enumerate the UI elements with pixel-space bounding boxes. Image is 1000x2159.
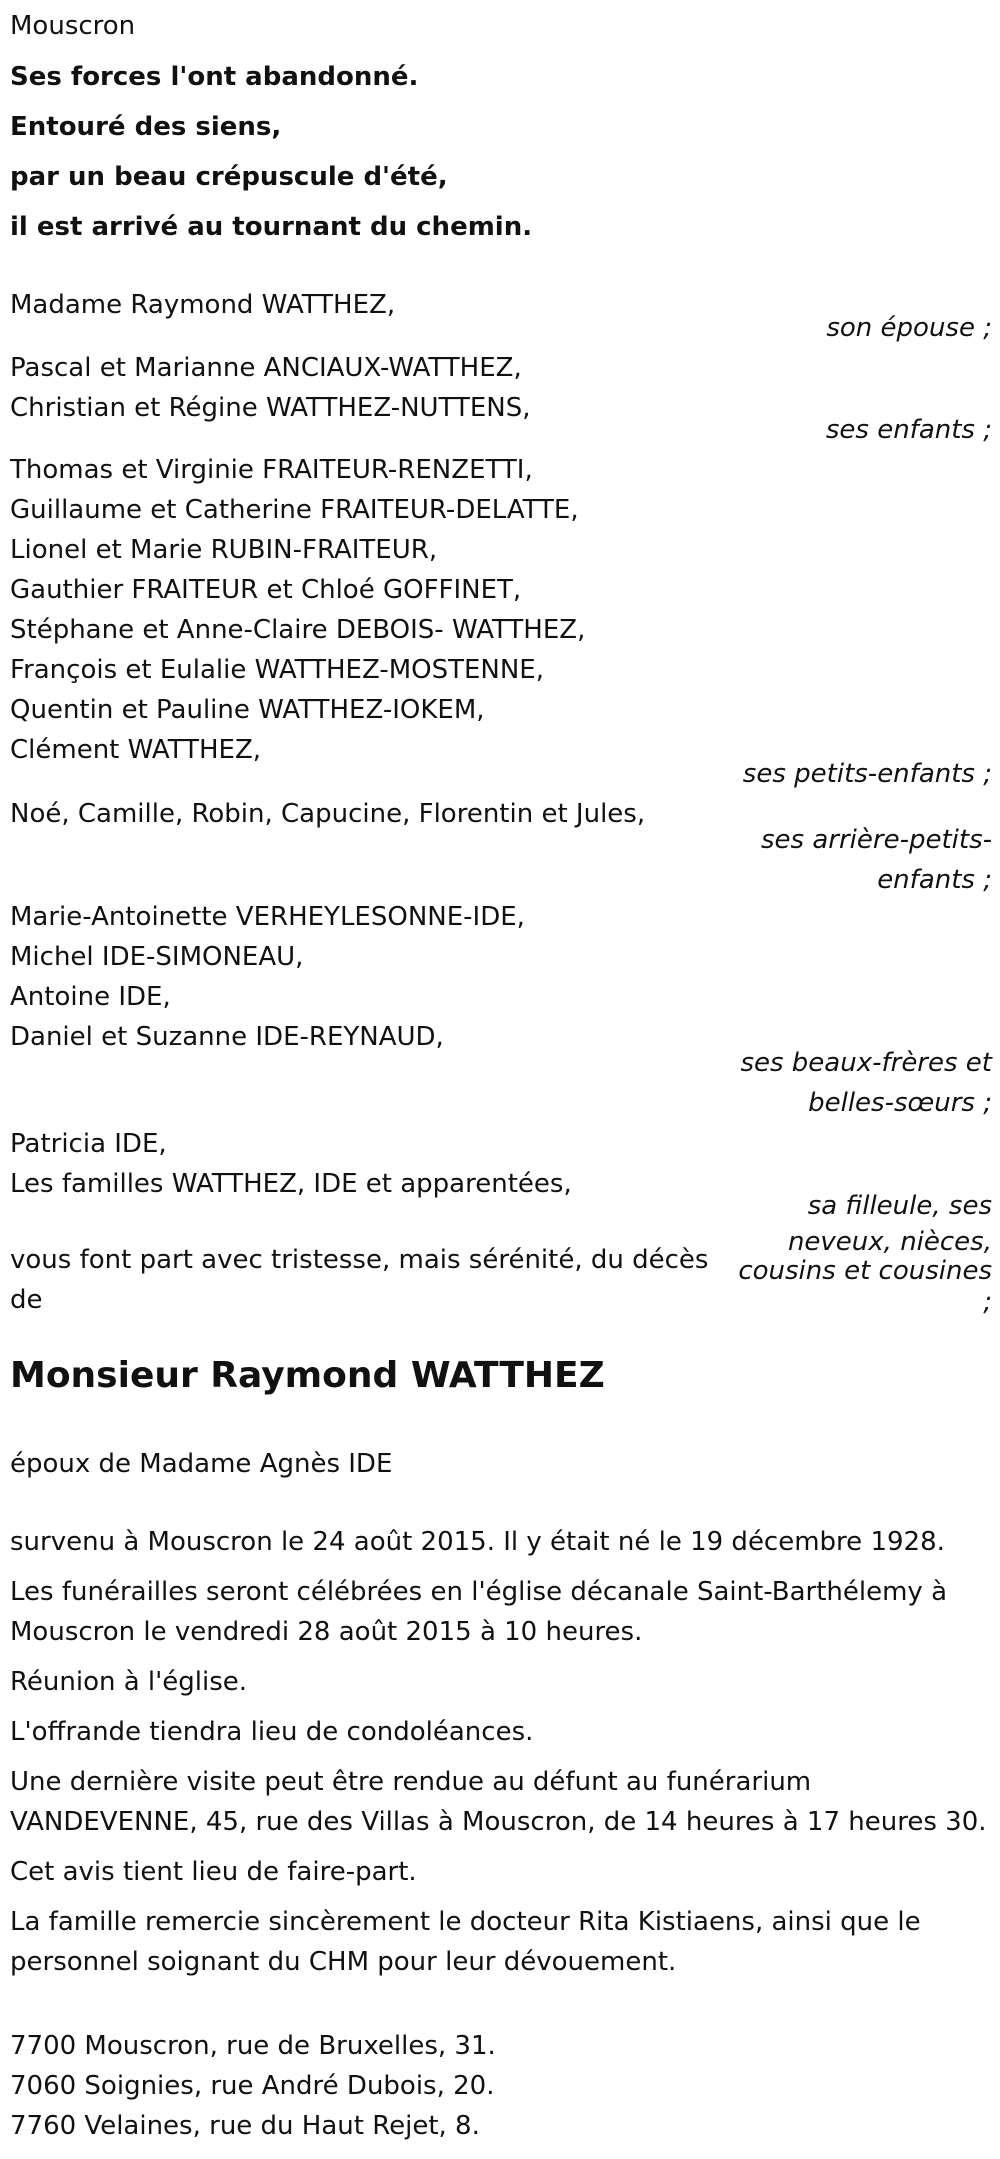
detail-paragraph: La famille remercie sincèrement le docteur Rita Kistiaens, ainsi que le personnel soignant du CHM pour leur dévouement. [10,1907,921,1977]
extended-family-names [10,1124,572,1204]
address-line: 7060 Soignies, rue André Dubois, 20. [10,2071,495,2101]
detail-paragraph: Réunion à l'église. [10,1667,248,1697]
children-names [10,348,531,428]
announcement-line: vous font part avec tristesse, mais sérénité, du décès [10,1245,709,1275]
family-name-line: Marie-Antoinette VERHEYLESONNE-IDE, [10,902,525,932]
relation-line: ses arrière-petits- [761,825,992,855]
announcement [10,1240,708,1320]
relation-line: ses petits-enfants ; [742,759,992,789]
family-name-line: Clément WATTHEZ, [10,735,262,765]
relation-line: ses beaux-frères et [740,1048,992,1078]
spouse-line: époux de Madame Agnès IDE [10,1449,393,1479]
family-name-line: Noé, Camille, Robin, Capucine, Florentin et Jules, [10,799,646,829]
relation-line: belles-sœurs ; [808,1088,992,1118]
family-name-line: Christian et Régine WATTHEZ-NUTTENS, [10,393,531,423]
grandchildren-names [10,450,585,770]
spouse-relation [826,308,992,348]
relation-line: ; [983,1287,992,1317]
extended-family-relation [738,1188,992,1322]
address-line: 7760 Velaines, rue du Haut Rejet, 8. [10,2111,480,2141]
relation-line: ses enfants ; [825,415,992,445]
family-name-line: Lionel et Marie RUBIN-FRAITEUR, [10,535,438,565]
family-name-line: Guillaume et Catherine FRAITEUR-DELATTE, [10,495,579,525]
relation-line: sa filleule, ses [807,1191,992,1221]
relation-line: cousins et cousines [738,1256,992,1286]
family-name-line: Patricia IDE, [10,1129,167,1159]
city-name: Mouscron [10,11,136,41]
detail-paragraph: survenu à Mouscron le 24 août 2015. Il y était né le 19 décembre 1928. [10,1527,945,1557]
family-name-line: Madame Raymond WATTHEZ, [10,290,396,320]
addresses [10,2026,496,2146]
spouse-names [10,285,395,325]
family-name-line: Michel IDE-SIMONEAU, [10,942,304,972]
relation-line: enfants ; [877,865,992,895]
in-laws-names [10,897,525,1057]
family-name-line: Stéphane et Anne-Claire DEBOIS- WATTHEZ, [10,615,586,645]
intro-line: il est arrivé au tournant du chemin. [10,212,533,242]
relation-line: son épouse ; [826,313,992,343]
family-name-line: Quentin et Pauline WATTHEZ-IOKEM, [10,695,485,725]
announcement-line: de [10,1285,43,1315]
children-relation [826,410,992,450]
intro-poem [10,52,532,252]
great-grandchildren-relation [761,820,992,900]
family-name-line: Antoine IDE, [10,982,171,1012]
family-name-line: Thomas et Virginie FRAITEUR-RENZETTI, [10,455,533,485]
detail-paragraph: Cet avis tient lieu de faire-part. [10,1857,417,1887]
intro-line: Ses forces l'ont abandonné. [10,62,419,92]
grandchildren-relation [743,754,992,794]
family-name-line: Gauthier FRAITEUR et Chloé GOFFINET, [10,575,522,605]
page-title: Monsieur Raymond WATTHEZ [10,1355,605,1396]
family-name-line: François et Eulalie WATTHEZ-MOSTENNE, [10,655,545,685]
intro-line: Entouré des siens, [10,112,282,142]
intro-line: par un beau crépuscule d'été, [10,162,448,192]
in-laws-relation [740,1043,992,1123]
family-name-line: Daniel et Suzanne IDE-REYNAUD, [10,1022,444,1052]
detail-paragraph: Une dernière visite peut être rendue au défunt au funérarium VANDEVENNE, 45, rue des Villas à Mouscron, de 14 heures à 17 heures 30. [10,1767,987,1837]
address-line: 7700 Mouscron, rue de Bruxelles, 31. [10,2031,496,2061]
detail-paragraph: L'offrande tiendra lieu de condoléances. [10,1717,534,1747]
family-name-line: Les familles WATTHEZ, IDE et apparentées, [10,1169,572,1199]
detail-paragraph: Les funérailles seront célébrées en l'église décanale Saint-Barthélemy à Mouscron le vendredi 28 août 2015 à 10 heures. [10,1577,948,1647]
deceased-name [10,1352,605,1400]
great-grandchildren-names [10,794,645,834]
details-section [10,1522,990,1982]
relation-line: neveux, nièces, [787,1227,992,1257]
family-name-line: Pascal et Marianne ANCIAUX-WATTHEZ, [10,353,522,383]
